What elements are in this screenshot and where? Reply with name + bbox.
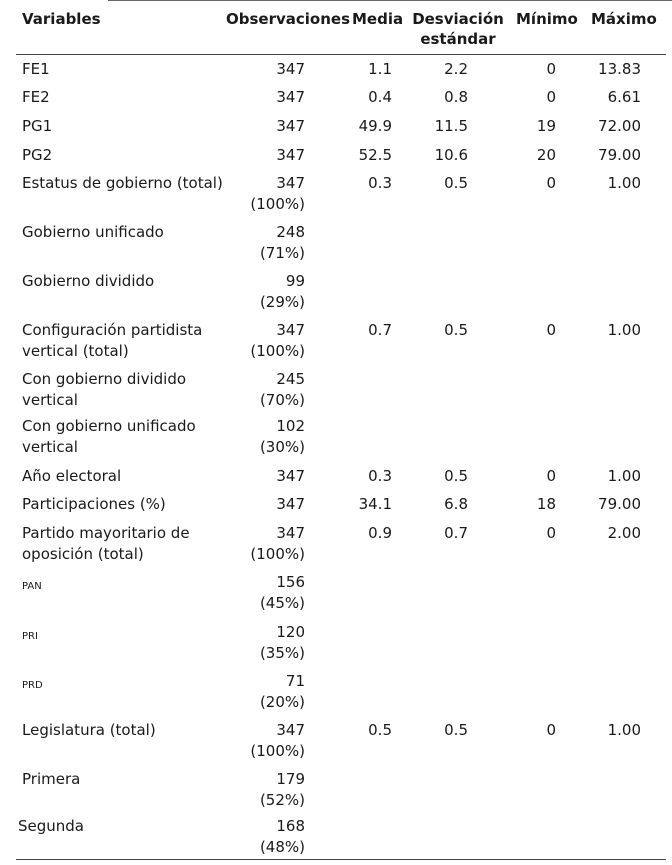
row-variable: PG2	[22, 146, 53, 164]
row-minimo: 0	[546, 721, 556, 739]
row-observaciones-pct: (35%)	[259, 644, 305, 662]
row-minimo: 0	[546, 524, 556, 542]
header-observaciones: Observaciones	[226, 10, 351, 28]
row-maximo: 2.00	[607, 524, 641, 542]
row-observaciones: 347	[276, 467, 305, 485]
row-observaciones: 347	[276, 321, 305, 339]
row-variable: FE1	[22, 60, 50, 78]
row-variable-line2: vertical (total)	[22, 342, 129, 360]
row-observaciones-pct: (100%)	[250, 195, 305, 213]
row-maximo: 79.00	[598, 146, 641, 164]
row-observaciones-pct: (45%)	[259, 594, 305, 612]
row-minimo: 20	[536, 146, 556, 164]
row-observaciones: 347	[276, 174, 305, 192]
row-observaciones: 347	[276, 721, 305, 739]
header-rule	[16, 54, 666, 55]
row-variable: Gobierno dividido	[22, 272, 155, 290]
row-minimo: 0	[546, 467, 556, 485]
row-desviacion: 10.6	[434, 146, 468, 164]
row-maximo: 1.00	[607, 467, 641, 485]
row-observaciones: 347	[276, 117, 305, 135]
row-observaciones: 99	[285, 272, 305, 290]
row-maximo: 13.83	[598, 60, 641, 78]
row-variable-line1: Con gobierno dividido	[22, 370, 187, 388]
row-media: 0.7	[368, 321, 392, 339]
row-minimo: 0	[546, 321, 556, 339]
row-media: 34.1	[358, 495, 392, 513]
row-minimo: 0	[546, 174, 556, 192]
row-variable-line1: Partido mayoritario de	[22, 524, 190, 542]
row-minimo: 0	[546, 60, 556, 78]
row-observaciones: 347	[276, 524, 305, 542]
row-maximo: 1.00	[607, 721, 641, 739]
row-observaciones: 71	[285, 672, 305, 690]
row-media: 0.9	[368, 524, 392, 542]
header-media: Media	[352, 10, 404, 28]
bottom-rule	[16, 859, 666, 860]
row-desviacion: 6.8	[444, 495, 468, 513]
row-observaciones-pct: (100%)	[250, 742, 305, 760]
row-variable: Legislatura (total)	[22, 721, 156, 739]
row-media: 0.5	[368, 721, 392, 739]
row-desviacion: 0.8	[444, 88, 468, 106]
row-observaciones-pct: (70%)	[259, 391, 305, 409]
row-observaciones: 179	[276, 770, 305, 788]
row-maximo: 1.00	[607, 174, 641, 192]
row-variable-line2: vertical	[22, 391, 78, 409]
row-maximo: 79.00	[598, 495, 641, 513]
row-variable: Gobierno unificado	[22, 223, 164, 241]
row-minimo: 18	[536, 495, 556, 513]
row-observaciones-pct: (100%)	[250, 545, 305, 563]
row-variable: PAN	[22, 581, 42, 592]
row-media: 0.4	[368, 88, 392, 106]
row-observaciones-pct: (48%)	[259, 838, 305, 856]
row-observaciones: 248	[276, 223, 305, 241]
top-rule	[108, 0, 672, 1]
row-variable: FE2	[22, 88, 50, 106]
row-variable: PRD	[22, 680, 43, 691]
row-observaciones: 168	[276, 817, 305, 835]
row-media: 1.1	[368, 60, 392, 78]
row-observaciones: 347	[276, 146, 305, 164]
row-media: 49.9	[358, 117, 392, 135]
row-observaciones-pct: (29%)	[259, 293, 305, 311]
row-observaciones: 102	[276, 417, 305, 435]
header-maximo: Máximo	[591, 10, 657, 28]
row-observaciones-pct: (30%)	[259, 438, 305, 456]
row-observaciones: 347	[276, 88, 305, 106]
header-variables: Variables	[22, 10, 101, 28]
row-desviacion: 2.2	[444, 60, 468, 78]
row-observaciones-pct: (20%)	[259, 693, 305, 711]
row-desviacion: 11.5	[434, 117, 468, 135]
row-media: 52.5	[358, 146, 392, 164]
row-maximo: 6.61	[607, 88, 641, 106]
header-minimo: Mínimo	[516, 10, 578, 28]
row-variable: PRI	[22, 631, 38, 642]
row-observaciones: 156	[276, 573, 305, 591]
row-desviacion: 0.7	[444, 524, 468, 542]
row-variable-line1: Configuración partidista	[22, 321, 203, 339]
row-variable: Segunda	[18, 817, 84, 835]
row-media: 0.3	[368, 467, 392, 485]
header-desviacion: Desviación estándar	[412, 10, 504, 48]
row-variable: Estatus de gobierno (total)	[22, 174, 223, 192]
row-desviacion: 0.5	[444, 721, 468, 739]
row-maximo: 1.00	[607, 321, 641, 339]
row-observaciones-pct: (52%)	[259, 791, 305, 809]
row-observaciones: 347	[276, 60, 305, 78]
row-desviacion: 0.5	[444, 321, 468, 339]
row-observaciones: 347	[276, 495, 305, 513]
row-variable: Participaciones (%)	[22, 495, 166, 513]
row-observaciones: 120	[276, 623, 305, 641]
row-observaciones-pct: (100%)	[250, 342, 305, 360]
row-minimo: 0	[546, 88, 556, 106]
row-maximo: 72.00	[598, 117, 641, 135]
row-variable: PG1	[22, 117, 53, 135]
row-desviacion: 0.5	[444, 467, 468, 485]
row-variable: Año electoral	[22, 467, 122, 485]
row-variable: Primera	[22, 770, 81, 788]
row-variable-line2: vertical	[22, 438, 78, 456]
row-observaciones: 245	[276, 370, 305, 388]
row-media: 0.3	[368, 174, 392, 192]
row-variable-line2: oposición (total)	[22, 545, 144, 563]
row-minimo: 19	[536, 117, 556, 135]
row-observaciones-pct: (71%)	[259, 244, 305, 262]
row-desviacion: 0.5	[444, 174, 468, 192]
row-variable-line1: Con gobierno unificado	[22, 417, 196, 435]
